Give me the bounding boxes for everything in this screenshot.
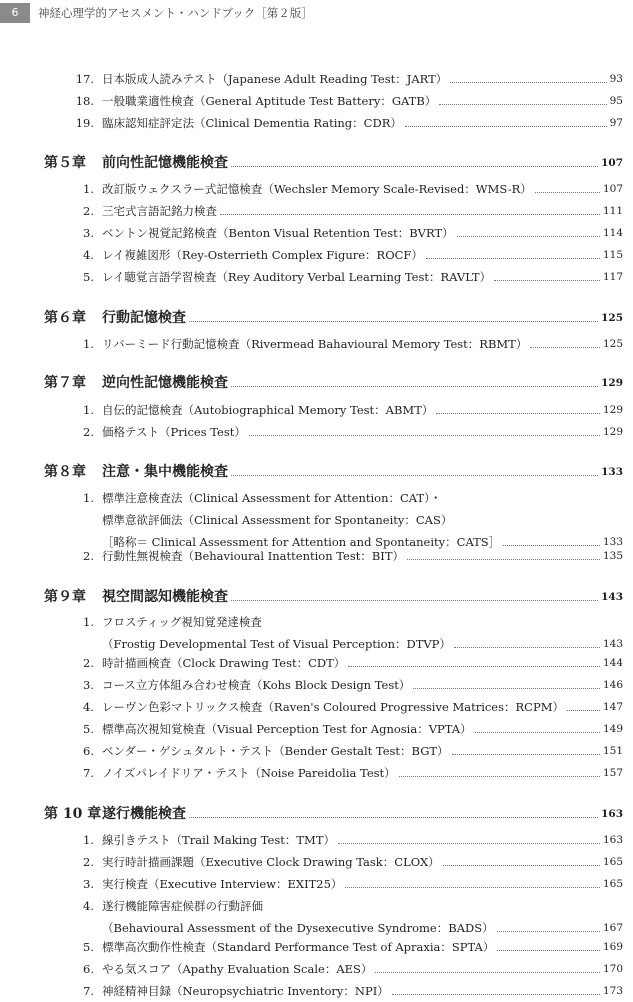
entry-title: 神経精神目録（Neuropsychiatric Inventory：NPI） [102,984,389,998]
page-ref: 115 [602,249,623,261]
entry-number: 6. [83,962,94,976]
entry-number: 1. [83,833,94,847]
chapter-title: 視空間認知機能検査 [102,589,228,605]
page-ref: 163 [602,834,623,846]
entry-title: ベンダー・ゲシュタルト・テスト（Bender Gestalt Test：BGT） [102,744,449,758]
page-ref: 133 [601,466,623,478]
page-ref: 165 [602,856,623,868]
page-ref: 95 [609,95,623,107]
entry-title: ベントン視覚記銘検査（Benton Visual Retention Test：BVRT） [102,226,454,240]
chapter-number: 第５章 [44,155,86,171]
entry-number: 2. [83,656,94,670]
entry-number: 2. [83,204,94,218]
entry-title: レーヴン色彩マトリックス検査（Raven's Coloured Progressive Matrices：RCPM） [102,700,564,714]
entry-title: 遂行機能障害症候群の行動評価 [102,899,263,913]
dot-leader [407,559,600,560]
page-ref: 149 [602,723,623,735]
entry-number: 7. [83,984,94,998]
page-ref: 117 [602,271,623,283]
entry-title: 一般職業適性検査（General Aptitude Test Battery：GATB） [102,94,437,108]
dot-leader [189,817,598,818]
chapter-number: 第 10 章 [44,806,102,822]
dot-leader [567,710,600,711]
page-ref: 146 [602,679,623,691]
entry-title: 標準意欲評価法（Clinical Assessment for Spontaneity：CAS） [102,513,453,527]
dot-leader [497,950,600,951]
chapter-title: 注意・集中機能検査 [102,464,228,480]
dot-leader [189,321,598,322]
page-ref: 143 [601,591,623,603]
dot-leader [405,126,607,127]
book-title: 神経心理学的アセスメント・ハンドブック［第２版］ [38,6,313,20]
chapter-number: 第６章 [44,310,86,326]
entry-title: 日本版成人読みテスト（Japanese Adult Reading Test：JART） [102,72,448,86]
entry-title: 改訂版ウェクスラー式記憶検査（Wechsler Memory Scale-Revised：WMS-R） [102,182,532,196]
chapter-title: 前向性記憶機能検査 [102,155,228,171]
page-ref: 167 [602,922,623,934]
dot-leader [530,347,600,348]
entry-number: 3. [83,226,94,240]
entry-title: ノイズパレイドリア・テスト（Noise Pareidolia Test） [102,766,396,780]
entry-number: 6. [83,744,94,758]
entry-title: 標準高次動作性検査（Standard Performance Test of Apraxia：SPTA） [102,940,495,954]
entry-title: （Behavioural Assessment of the Dysexecutive Syndrome：BADS） [102,921,494,935]
dot-leader [535,192,600,193]
chapter-number: 第８章 [44,464,86,480]
entry-title: 価格テスト（Prices Test） [102,425,246,439]
dot-leader [436,413,600,414]
dot-leader [249,435,600,436]
dot-leader [231,600,598,601]
entry-title: 行動性無視検査（Behavioural Inattention Test：BIT） [102,549,405,563]
page-ref: 129 [601,377,623,389]
entry-title: リバーミード行動記憶検査（Rivermead Bahavioural Memory Test：RBMT） [102,337,528,351]
entry-number: 1. [83,182,94,196]
dot-leader [345,887,600,888]
dot-leader [348,666,600,667]
page-ref: 143 [602,638,623,650]
dot-leader [443,865,600,866]
entry-title: 標準注意検査法（Clinical Assessment for Attention：CAT）・ [102,491,442,505]
page-ref: 129 [602,426,623,438]
dot-leader [452,754,600,755]
entry-number: 2. [83,855,94,869]
page-ref: 165 [602,878,623,890]
entry-number: 7. [83,766,94,780]
page-ref: 93 [609,73,623,85]
page-number: 6 [0,3,30,23]
entry-title: （Frostig Developmental Test of Visual Perception：DTVP） [102,637,451,651]
entry-number: 3. [83,877,94,891]
entry-number: 1. [83,403,94,417]
page-ref: 144 [602,657,623,669]
chapter-number: 第９章 [44,589,86,605]
page-ref: 111 [602,205,623,217]
page-ref: 125 [601,312,623,324]
entry-title: 時計描画検査（Clock Drawing Test：CDT） [102,656,346,670]
page-ref: 107 [601,157,623,169]
dot-leader [413,688,600,689]
page-ref: 97 [609,117,623,129]
entry-title: ［略称＝ Clinical Assessment for Attention and Spontaneity：CATS］ [102,535,501,549]
entry-title: 自伝的記憶検査（Autobiographical Memory Test：ABMT） [102,403,434,417]
dot-leader [497,931,600,932]
entry-title: フロスティッグ視知覚発達検査 [102,615,262,629]
entry-title: コース立方体組み合わせ検査（Kohs Block Design Test） [102,678,411,692]
chapter-title: 逆向性記憶機能検査 [102,375,228,391]
page-ref: 163 [601,808,623,820]
page-ref: 125 [602,338,623,350]
entry-title: やる気スコア（Apathy Evaluation Scale：AES） [102,962,373,976]
page-ref: 135 [602,550,623,562]
entry-number: 4. [83,700,94,714]
dot-leader [338,843,600,844]
dot-leader [231,166,598,167]
dot-leader [494,280,600,281]
dot-leader [220,214,600,215]
page-ref: 133 [602,536,623,548]
entry-title: 三宅式言語記銘力検査 [102,204,217,218]
entry-number: 17. [75,72,94,86]
dot-leader [399,776,600,777]
entry-number: 19. [75,116,94,130]
entry-number: 3. [83,678,94,692]
chapter-number: 第７章 [44,375,86,391]
dot-leader [375,972,600,973]
entry-title: 実行時計描画課題（Executive Clock Drawing Task：CLOX） [102,855,440,869]
dot-leader [457,236,600,237]
entry-number: 5. [83,270,94,284]
dot-leader [426,258,600,259]
page-ref: 114 [602,227,623,239]
entry-title: 臨床認知症評定法（Clinical Dementia Rating：CDR） [102,116,402,130]
entry-number: 4. [83,899,94,913]
dot-leader [450,82,606,83]
dot-leader [475,732,600,733]
entry-number: 1. [83,337,94,351]
dot-leader [231,475,598,476]
entry-number: 5. [83,940,94,954]
entry-title: 線引きテスト（Trail Making Test：TMT） [102,833,335,847]
dot-leader [392,994,600,995]
entry-number: 1. [83,491,94,505]
entry-number: 5. [83,722,94,736]
page-ref: 173 [602,985,623,997]
page-ref: 170 [602,963,623,975]
page-ref: 129 [602,404,623,416]
entry-number: 4. [83,248,94,262]
entry-title: レイ聴覚言語学習検査（Rey Auditory Verbal Learning Test：RAVLT） [102,270,492,284]
page-ref: 107 [602,183,623,195]
page-ref: 151 [602,745,623,757]
entry-number: 18. [75,94,94,108]
dot-leader [439,104,606,105]
page-ref: 169 [602,941,623,953]
entry-title: 標準高次視知覚検査（Visual Perception Test for Agnosia：VPTA） [102,722,472,736]
entry-number: 2. [83,549,94,563]
entry-title: レイ複雑図形（Rey-Osterrieth Complex Figure：ROCF） [102,248,423,262]
entry-number: 2. [83,425,94,439]
dot-leader [231,386,598,387]
running-header [0,0,633,26]
entry-title: 実行検査（Executive Interview：EXIT25） [102,877,343,891]
dot-leader [454,647,600,648]
page-ref: 157 [602,767,623,779]
page-ref: 147 [602,701,623,713]
entry-number: 1. [83,615,94,629]
chapter-title: 行動記憶検査 [102,310,186,326]
chapter-title: 遂行機能検査 [102,806,186,822]
